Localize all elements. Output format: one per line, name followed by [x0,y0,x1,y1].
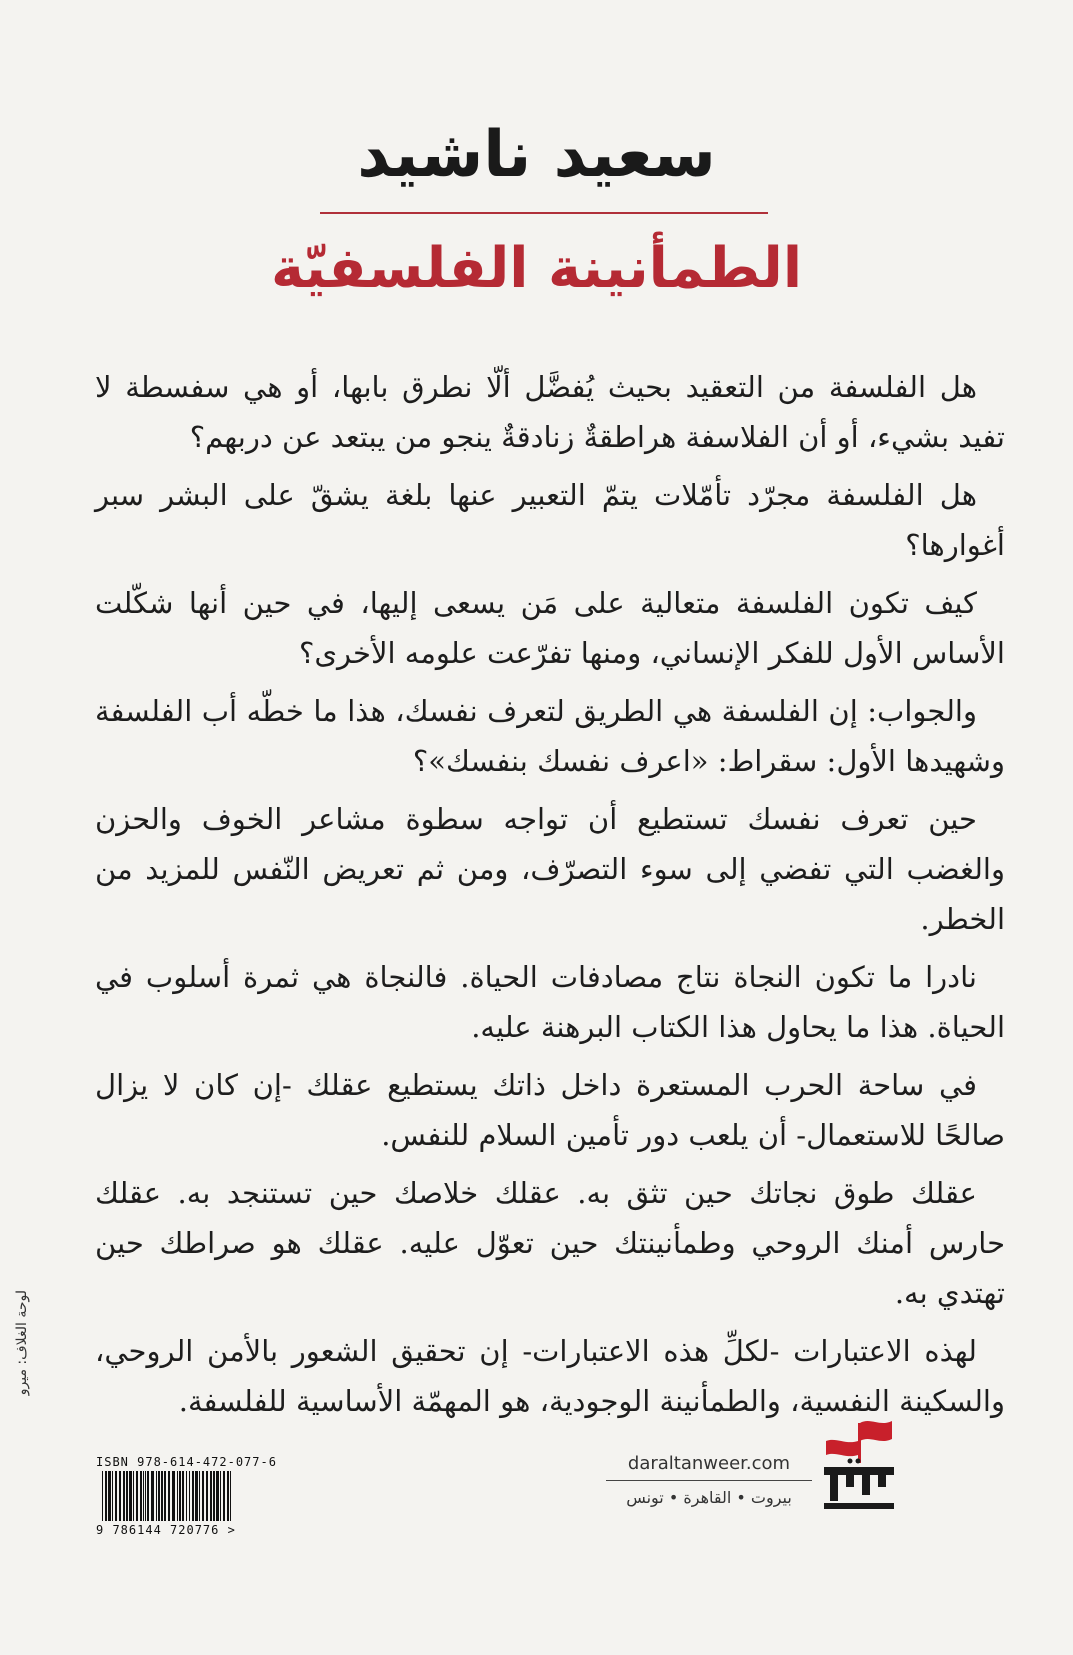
barcode-bar [156,1471,157,1521]
barcode-bar [206,1471,208,1521]
barcode-bar [108,1471,111,1521]
barcode-bar [213,1471,215,1521]
barcode-bar [179,1471,181,1521]
blurb-paragraph: في ساحة الحرب المستعرة داخل ذاتك يستطيع عقلك -إن كان لا يزال صالحًا للاستعمال- أن يلعب دور تأمين السلام للنفس. [95,1068,1005,1152]
barcode-bar [216,1471,219,1521]
barcode-bar [133,1471,134,1521]
barcode-bar [105,1471,107,1521]
barcode-bar [177,1471,178,1521]
barcode-bars [102,1471,281,1521]
barcode-bar [102,1471,103,1521]
blurb-paragraph: والجواب: إن الفلسفة هي الطريق لتعرف نفسك، هذا ما خطّه أب الفلسفة وشهيدها الأول: سقراط: «اعرف نفسك بنفسك»؟ [95,694,1005,778]
barcode-bar [123,1471,125,1521]
barcode-bar [189,1471,190,1521]
barcode-bar [202,1471,204,1521]
barcode-bar [192,1471,194,1521]
barcode-bar [195,1471,198,1521]
barcode-bar [186,1471,187,1521]
blurb-paragraph: كيف تكون الفلسفة متعالية على مَن يسعى إليها، في حين أنها شكّلت الأساس الأول للفكر الإنساني، ومنها تفرّعت علومه الأخرى؟ [95,586,1005,670]
barcode-bar [223,1471,225,1521]
barcode-bar [210,1471,212,1521]
blurb-body [95,362,1005,1434]
barcode-bar [129,1471,132,1521]
blurb-paragraph: عقلك طوق نجاتك حين تثق به. عقلك خلاصك حين تستنجد به. عقلك حارس أمنك الروحي وطمأنينتك حين تعوّل عليه. عقلك هو صراطك حين تهتدي به. [95,1176,1005,1310]
barcode-bar [147,1471,149,1521]
barcode-bar [230,1471,231,1521]
publisher-cities: بيروت • القاهرة • تونس [626,1488,792,1507]
title-divider [320,212,768,214]
barcode-bar [145,1471,146,1521]
barcode-bar [164,1471,166,1521]
barcode-bar [220,1471,221,1521]
publisher-url: daraltanweer.com [606,1453,812,1481]
barcode-bar [143,1471,144,1521]
barcode-bar [158,1471,160,1521]
blurb-paragraph: نادرا ما تكون النجاة نتاج مصادفات الحياة. فالنجاة هي ثمرة أسلوب في الحياة. هذا ما يحاول هذا الكتاب البرهنة عليه. [95,960,1005,1044]
barcode-bar [151,1471,154,1521]
blurb-paragraph: حين تعرف نفسك تستطيع أن تواجه سطوة مشاعر الخوف والحزن والغضب التي تفضي إلى سوء التصرّف، ومن ثم تعريض النّفس للمزيد من الخطر. [95,802,1005,936]
barcode-bar [119,1471,121,1521]
barcode-bar [182,1471,184,1521]
barcode-bar [136,1471,138,1521]
author-name: سعيد ناشيد [357,118,716,192]
barcode-bar [168,1471,170,1521]
blurb-paragraph: هل الفلسفة من التعقيد بحيث يُفضَّل ألّا نطرق بابها، أو هي سفسطة لا تفيد بشيء، أو أن الفلاسفة هراطقةٌ زنادقةٌ ينجو من يبتعد عن دربهم؟ [95,370,1005,454]
barcode-bar [199,1471,200,1521]
barcode-bar [112,1471,113,1521]
barcode-bar [126,1471,128,1521]
barcode-bar [227,1471,229,1521]
isbn-text: ISBN 978-614-472-077-6 [96,1455,277,1469]
barcode-digits: 9 786144 720776 > [96,1523,236,1537]
barcode-bar [161,1471,163,1521]
barcode [96,1455,281,1541]
barcode-bar [140,1471,142,1521]
blurb-paragraph: لهذه الاعتبارات -لكلِّ هذه الاعتبارات- إن تحقيق الشعور بالأمن الروحي، والسكينة النفسية، والطمأنينة الوجودية، هو المهمّة الأساسية للفلسفة. [95,1334,1005,1418]
book-title: الطمأنينة الفلسفيّة [270,236,803,301]
barcode-bar [115,1471,117,1521]
blurb-paragraph: هل الفلسفة مجرّد تأمّلات يتمّ التعبير عنها بلغة يشقّ على البشر سبر أغوارها؟ [95,478,1005,562]
publisher-logo-icon [818,1415,900,1517]
cover-art-credit: لوحة الغلاف: ميرو [14,1290,30,1396]
barcode-bar [172,1471,175,1521]
